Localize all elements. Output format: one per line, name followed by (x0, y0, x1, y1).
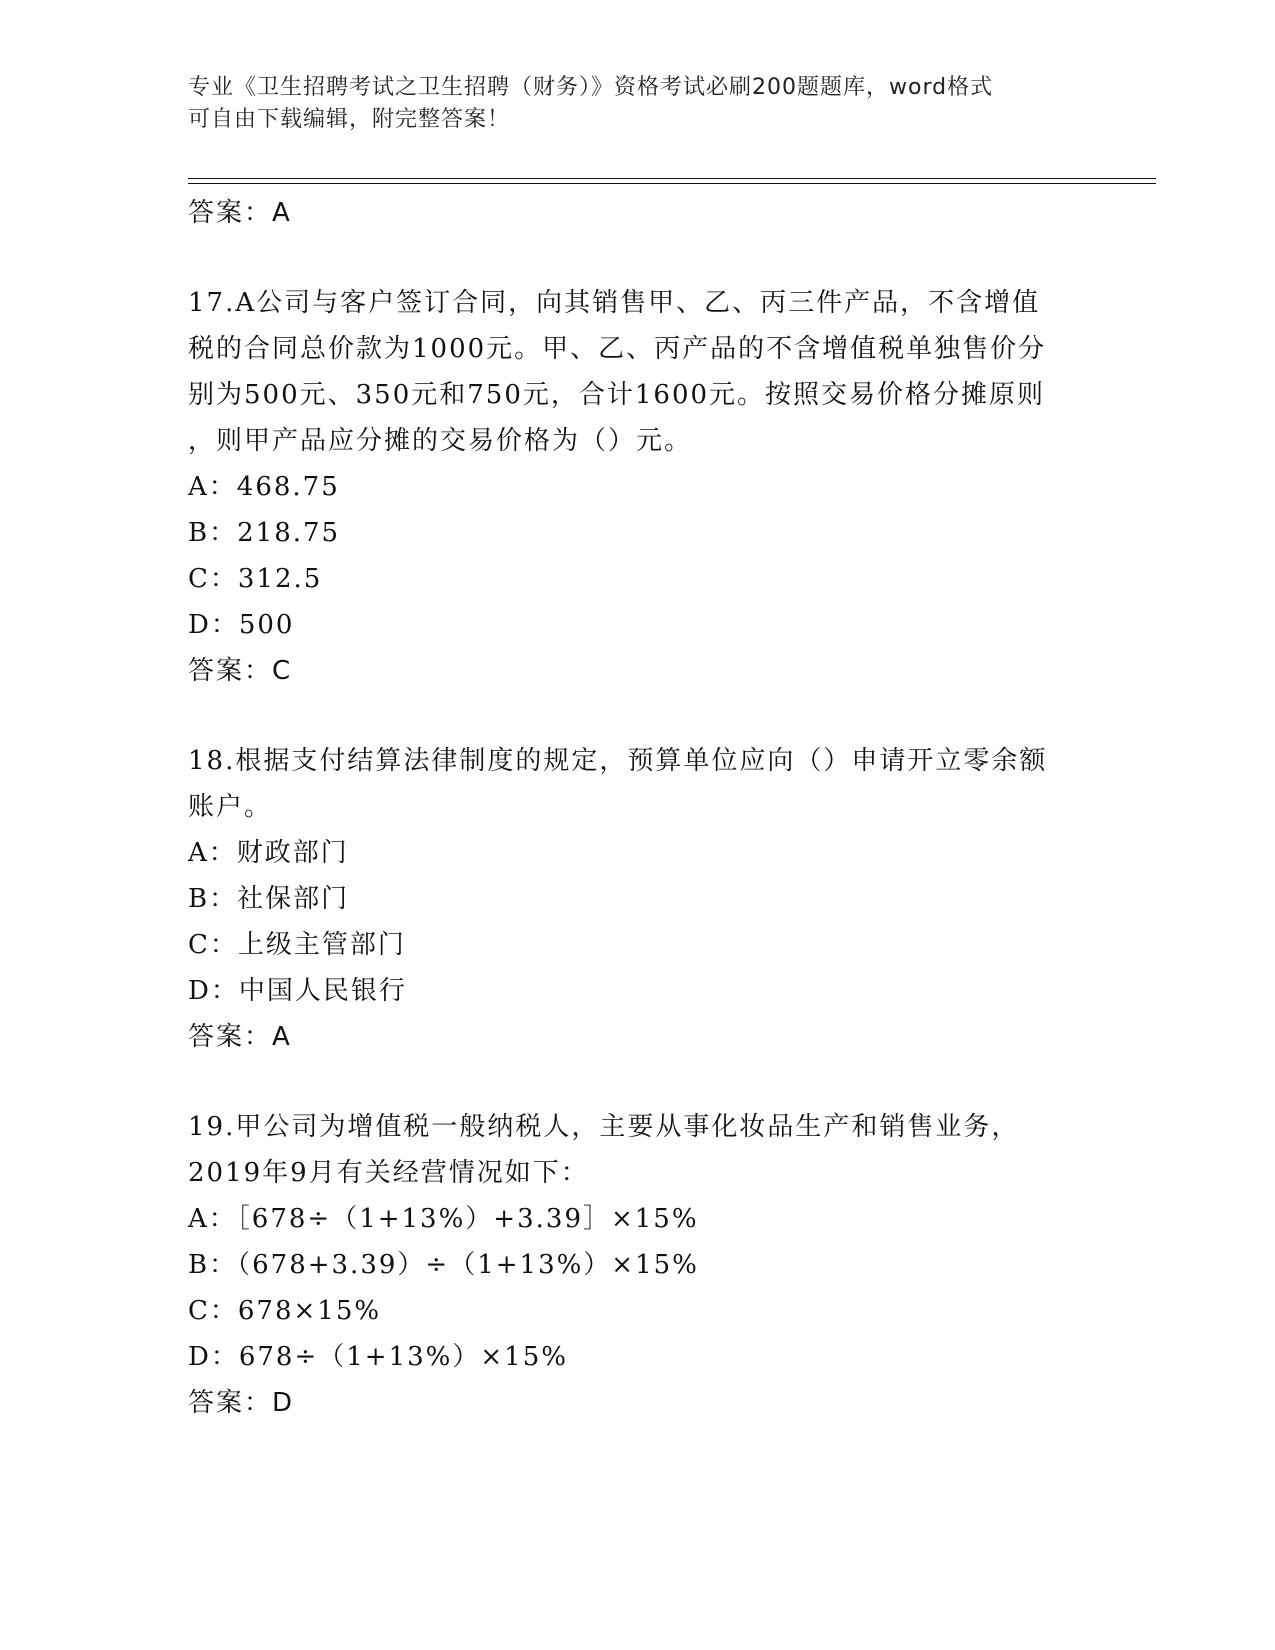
previous-answer: 答案：A (188, 198, 292, 228)
option-d: D：中国人民银行 (188, 976, 407, 1006)
header-rule-top (188, 178, 1156, 179)
question-text-line: 18.根据支付结算法律制度的规定，预算单位应向（）申请开立零余额 (188, 746, 1048, 776)
question-text-line: 税的合同总价款为1000元。甲、乙、丙产品的不含增值税单独售价分 (188, 334, 1047, 364)
answer-line: 答案：A (188, 1022, 292, 1052)
question-17 (188, 280, 1088, 694)
spacer (188, 236, 1088, 280)
option-b: B：（678+3.39）÷（1+13%）×15% (188, 1250, 699, 1280)
document-header (188, 72, 1068, 136)
answer-line: 答案：C (188, 656, 293, 686)
question-text-line: 17.A公司与客户签订合同，向其销售甲、乙、丙三件产品，不含增值 (188, 288, 1041, 318)
option-a: A：［678÷（1+13%）+3.39］×15% (188, 1204, 699, 1234)
option-c: C：312.5 (188, 564, 323, 594)
spacer (188, 694, 1088, 738)
question-list (188, 190, 1088, 1426)
question-text-line: ，则甲产品应分摊的交易价格为（）元。 (188, 426, 693, 456)
option-c: C：678×15% (188, 1296, 382, 1326)
header-line-2: 可自由下载编辑，附完整答案！ (188, 107, 511, 132)
option-d: D：500 (188, 610, 295, 640)
spacer (188, 1060, 1088, 1104)
option-c: C：上级主管部门 (188, 930, 406, 960)
option-b: B：218.75 (188, 518, 341, 548)
question-text-line: 账户。 (188, 792, 273, 822)
option-a: A：财政部门 (188, 838, 349, 868)
option-d: D：678÷（1+13%）×15% (188, 1342, 568, 1372)
header-line-1: 专业《卫生招聘考试之卫生招聘（财务）》资格考试必刷200题题库，word格式 (188, 75, 994, 100)
header-rule-bottom (188, 183, 1156, 184)
question-19 (188, 1104, 1088, 1426)
question-text-line: 别为500元、350元和750元，合计1600元。按照交易价格分摊原则 (188, 380, 1046, 410)
question-18 (188, 738, 1088, 1060)
option-b: B：社保部门 (188, 884, 350, 914)
question-text-line: 2019年9月有关经营情况如下： (188, 1158, 589, 1188)
question-text-line: 19.甲公司为增值税一般纳税人，主要从事化妆品生产和销售业务， (188, 1112, 1020, 1142)
option-a: A：468.75 (188, 472, 340, 502)
answer-line: 答案：D (188, 1388, 295, 1418)
